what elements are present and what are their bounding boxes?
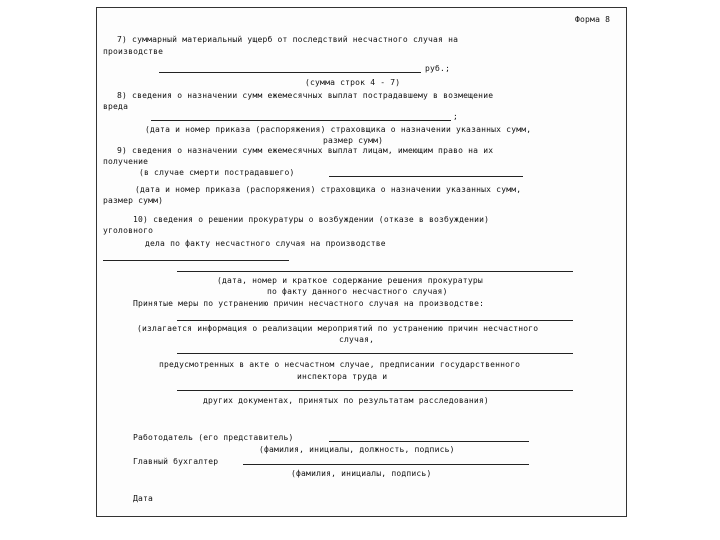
item8-semicolon: ; [453, 112, 459, 121]
measures-note2: случая, [339, 335, 375, 344]
measures-note3: предусмотренных в акте о несчастном случае, предписании государственного [159, 360, 521, 369]
item9-line1: 9) сведения о назначении сумм ежемесячных выплат лицам, имеющим право на их [117, 146, 494, 155]
item7-line2: производстве [103, 47, 164, 56]
employer-signature-field[interactable] [329, 441, 529, 442]
item8-note1: (дата и номер приказа (распоряжения) страховщика о назначении указанных сумм, [145, 125, 532, 134]
item9-note1: (дата и номер приказа (распоряжения) страховщика о назначении указанных сумм, [135, 185, 522, 194]
measures-line1: Принятые меры по устранению причин несчастного случая на производстве: [133, 299, 485, 308]
measures-field-b[interactable] [177, 353, 573, 354]
item9-field[interactable] [329, 176, 523, 177]
item10-line2: уголовного [103, 226, 154, 235]
item10-field-b[interactable] [177, 271, 573, 272]
employer-note: (фамилия, инициалы, должность, подпись) [259, 445, 455, 454]
item7-line1 [117, 35, 547, 45]
measures-note4: инспектора труда и [297, 372, 388, 381]
item7-note: (сумма строк 4 - 7) [305, 78, 401, 87]
measures-note5: других документах, принятых по результатам расследования) [203, 396, 489, 405]
item8-note2: размер сумм) [323, 136, 384, 145]
accountant-signature-field[interactable] [243, 464, 529, 465]
item7-rub: руб.; [425, 64, 451, 73]
item9-line3: (в случае смерти пострадавшего) [139, 168, 295, 177]
item7-text: 7) суммарный материальный ущерб от последствий несчастного случая на [117, 35, 459, 44]
employer-label: Работодатель (его представитель) [133, 433, 294, 442]
item10-note2: по факту данного несчастного случая) [267, 287, 448, 296]
accountant-note: (фамилия, инициалы, подпись) [291, 469, 432, 478]
item10-note1: (дата, номер и краткое содержание решения прокуратуры [217, 276, 483, 285]
item8-field[interactable] [151, 120, 451, 121]
item8-line1: 8) сведения о назначении сумм ежемесячных выплат пострадавшему в возмещение [117, 91, 494, 100]
date-label: Дата [133, 494, 154, 503]
form-label: Форма 8 [575, 15, 611, 24]
item10-line3: дела по факту несчастного случая на производстве [145, 239, 386, 248]
item9-line2: получение [103, 157, 149, 166]
measures-note1: (излагается информация о реализации мероприятий по устранению причин несчастного [137, 324, 539, 333]
item8-line2: вреда [103, 102, 129, 111]
item9-note2: размер сумм) [103, 196, 164, 205]
item10-field-a[interactable] [103, 260, 289, 261]
item10-line1: 10) сведения о решении прокуратуры о возбуждении (отказе в возбуждении) [133, 215, 490, 224]
measures-field-c[interactable] [177, 390, 573, 391]
accountant-label: Главный бухгалтер [133, 457, 219, 466]
form-page [96, 7, 627, 517]
item7-amount-field[interactable] [159, 72, 421, 73]
measures-field-a[interactable] [177, 320, 573, 321]
